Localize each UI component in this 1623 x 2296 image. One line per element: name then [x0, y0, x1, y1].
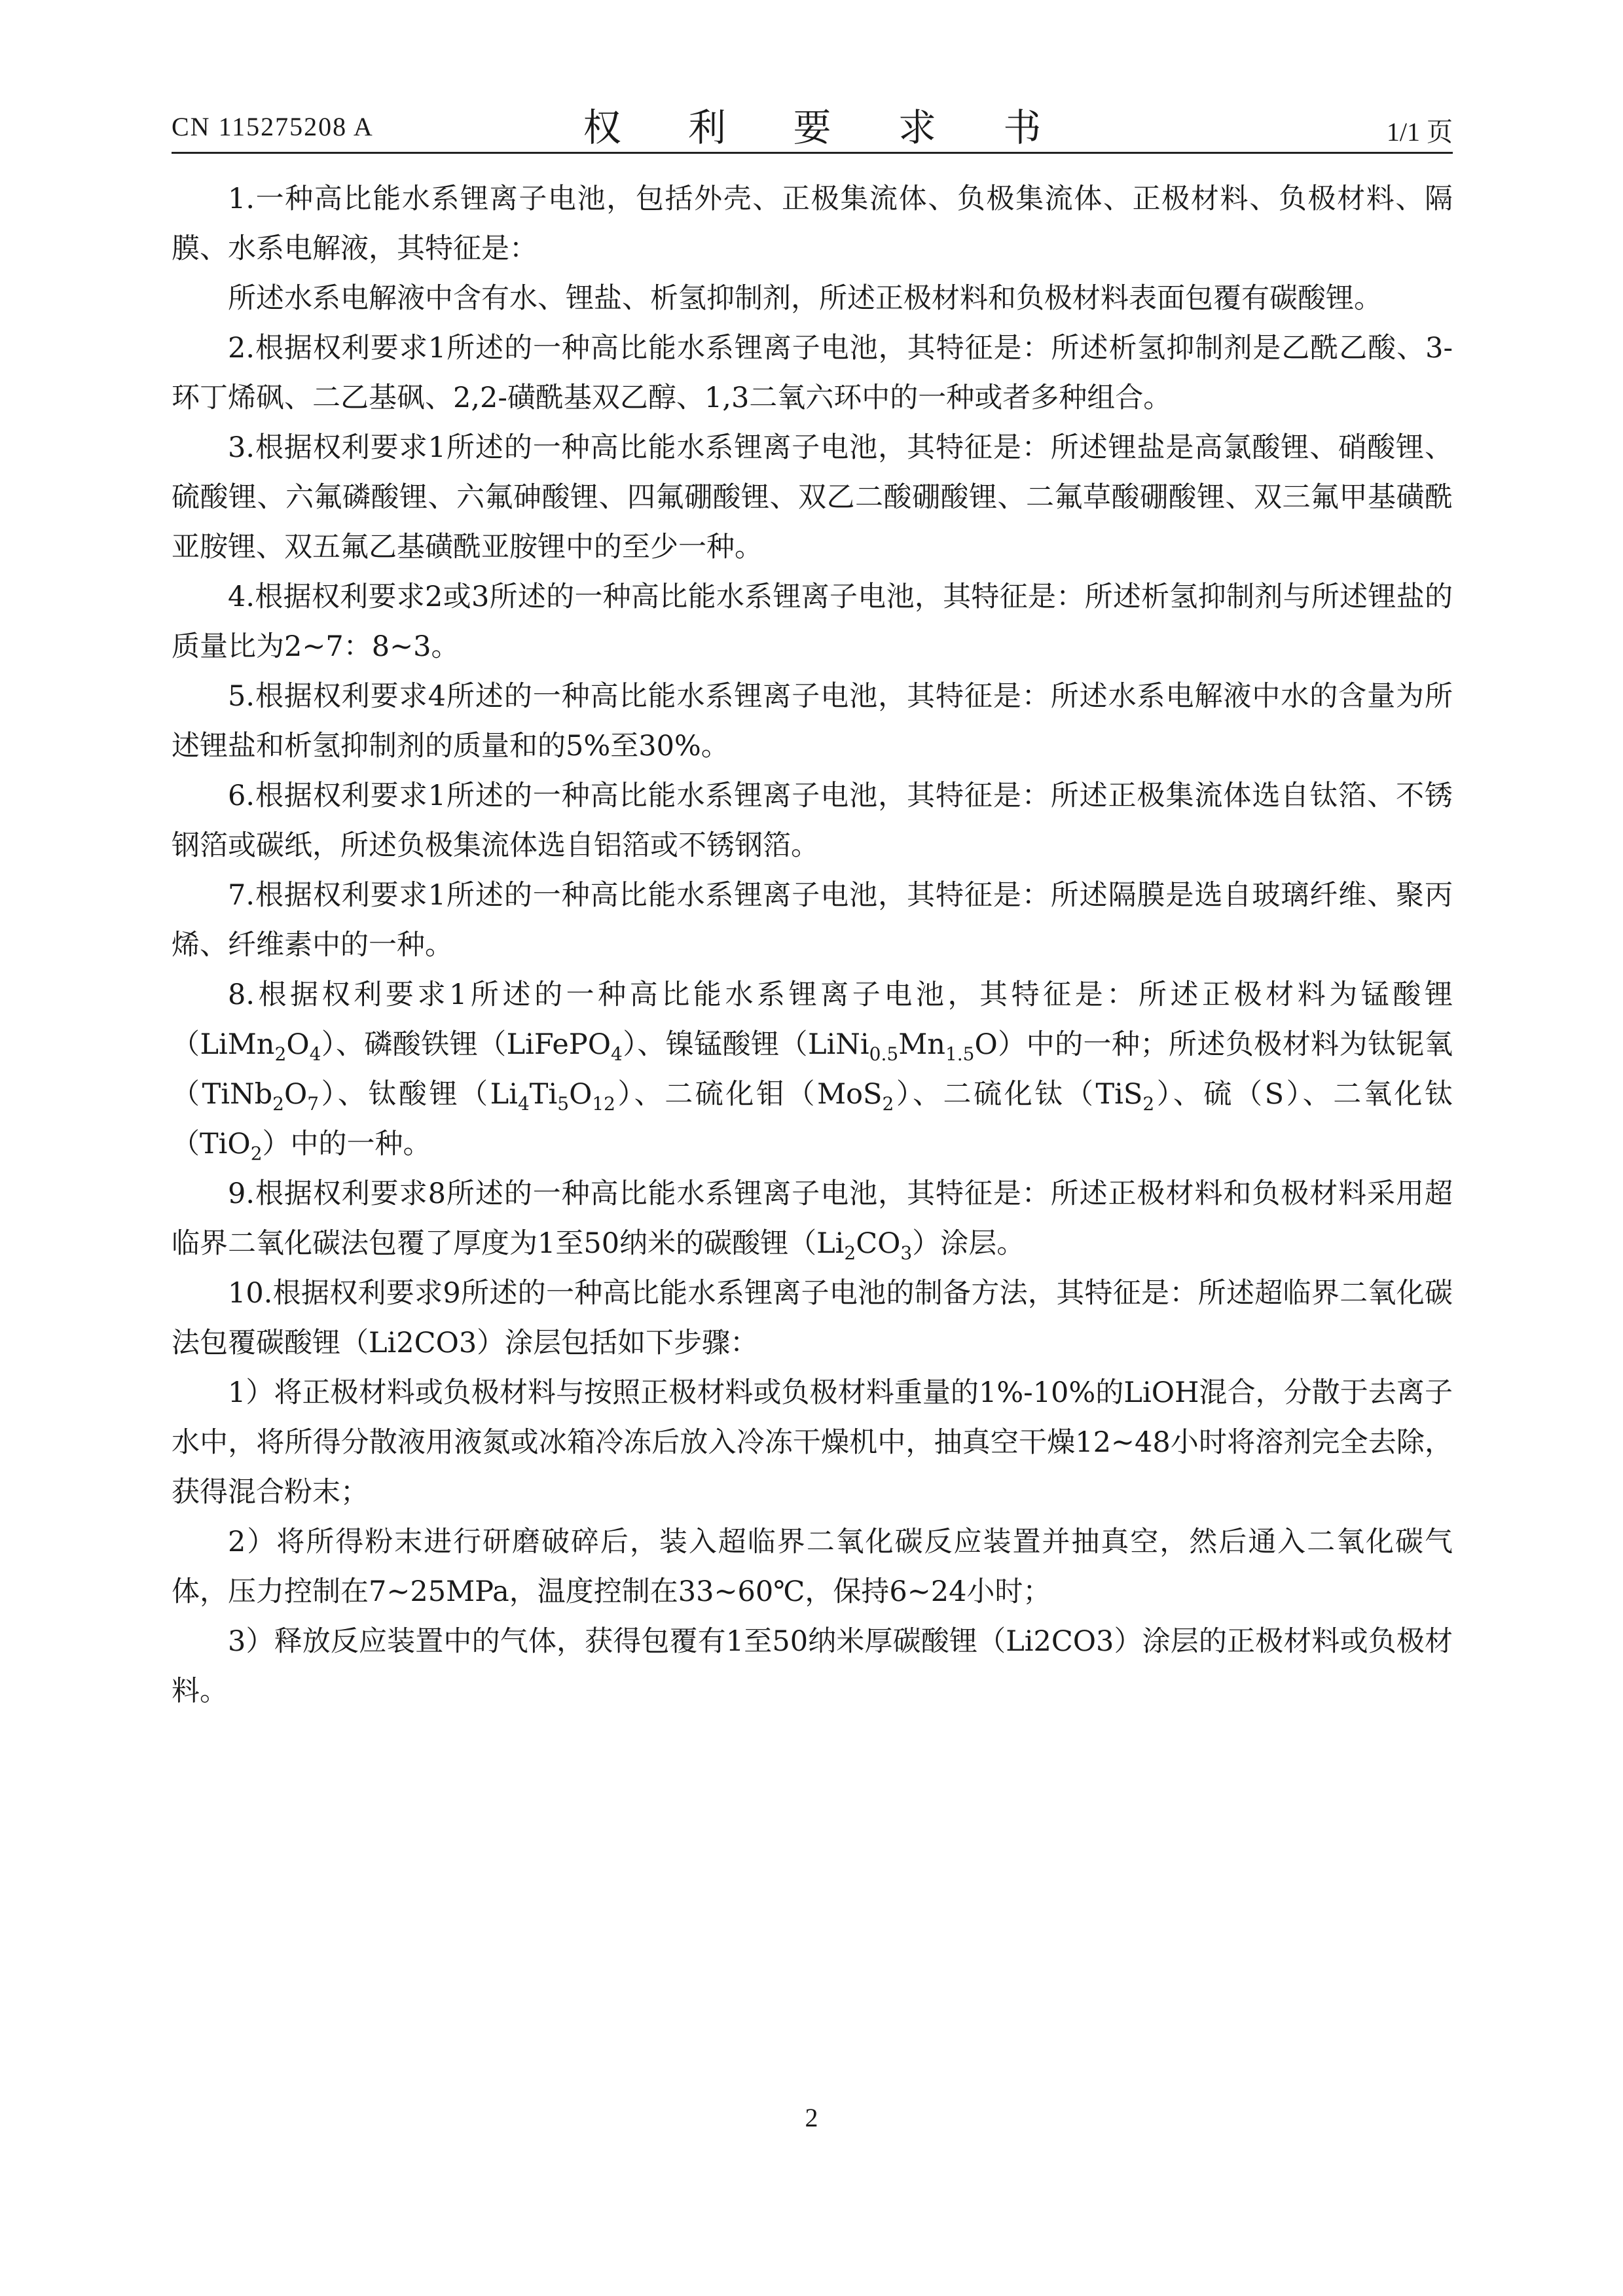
formula-subscript: 4: [517, 1093, 530, 1115]
formula-subscript: 0.5: [869, 1043, 899, 1065]
claim-1-body: 所述水系电解液中含有水、锂盐、析氢抑制剂，所述正极材料和负极材料表面包覆有碳酸锂。: [228, 282, 1382, 315]
publication-number: CN 115275208 A: [172, 112, 374, 141]
page-header: [172, 97, 1453, 149]
claim-8: 8.根据权利要求1所述的一种高比能水系锂离子电池，其特征是：所述正极材料为锰酸锂$(LiMn_2O_4)$、磷酸铁锂（LiFePO$_4$）、镍锰酸锂$(LiNi_{0.5}Mn_{1.5}O)$中的一种；所述负极材料为钛铌氧$(TiNb_2O_7)$、钛酸锂$(Li_4Ti_5O_{12})$、二硫化钼（MoS$_2$）、二硫化钛（TiS$_2$）、硫（S）、二氧化钛（TiO$_2$）中的一种。: [172, 978, 1453, 1164]
formula-subscript: 2: [1142, 1093, 1155, 1115]
formula-subscript: 5: [557, 1093, 570, 1115]
claim-3: 3.根据权利要求1所述的一种高比能水系锂离子电池，其特征是：所述锂盐是高氯酸锂、硝酸锂、硫酸锂、六氟磷酸锂、六氟砷酸锂、四氟硼酸锂、双乙二酸硼酸锂、二氟草酸硼酸锂、双三氟甲基磺酰亚胺锂、双五氟乙基磺酰亚胺锂中的至少一种。: [172, 431, 1453, 564]
header-divider: [172, 152, 1453, 154]
claim-10-step-3: 3）释放反应装置中的气体，获得包覆有1至50纳米厚碳酸锂（Li2CO3）涂层的正极材料或负极材料。: [172, 1625, 1453, 1708]
claim-2: 2.根据权利要求1所述的一种高比能水系锂离子电池，其特征是：所述析氢抑制剂是乙酰乙酸、3-环丁烯砜、二乙基砜、2,2-磺酰基双乙醇、1,3二氧六环中的一种或者多种组合。: [172, 332, 1453, 414]
formula-subscript: 2: [844, 1242, 856, 1264]
formula-subscript: 2: [250, 1143, 263, 1164]
formula-subscript: 4: [309, 1043, 321, 1065]
claim-10-step-2: 2）将所得粉末进行研磨破碎后，装入超临界二氧化碳反应装置并抽真空，然后通入二氧化碳气体，压力控制在7~25MPa，温度控制在33~60℃，保持6~24小时；: [172, 1526, 1453, 1608]
formula-subscript: 3: [900, 1242, 913, 1264]
formula-subscript: 7: [307, 1093, 319, 1115]
document-title: 权 利 要 求 书: [583, 105, 1069, 150]
claim-6: 6.根据权利要求1所述的一种高比能水系锂离子电池，其特征是：所述正极集流体选自钛箔、不锈钢箔或碳纸，所述负极集流体选自铝箔或不锈钢箔。: [172, 780, 1453, 862]
formula-subscript: 12: [592, 1093, 615, 1115]
claim-5: 5.根据权利要求4所述的一种高比能水系锂离子电池，其特征是：所述水系电解液中水的含量为所述锂盐和析氢抑制剂的质量和的5%至30%。: [172, 680, 1453, 762]
page-number: 2: [805, 2103, 818, 2132]
claim-4: 4.根据权利要求2或3所述的一种高比能水系锂离子电池，其特征是：所述析氢抑制剂与所述锂盐的质量比为2~7：8~3。: [172, 581, 1453, 663]
claims-body: [172, 174, 1453, 1716]
claim-10-step-1: 1）将正极材料或负极材料与按照正极材料或负极材料重量的1%-10%的LiOH混合，分散于去离子水中，将所得分散液用液氮或冰箱冷冻后放入冷冻干燥机中，抽真空干燥12~48小时将溶剂完全去除，获得混合粉末；: [172, 1376, 1453, 1509]
formula-subscript: 2: [274, 1043, 287, 1065]
formula-subscript: 4: [611, 1043, 623, 1065]
claim-9: 9.根据权利要求8所述的一种高比能水系锂离子电池，其特征是：所述正极材料和负极材料采用超临界二氧化碳法包覆了厚度为1至50纳米的碳酸锂$(Li_2CO_3)$涂层。: [172, 1177, 1453, 1264]
formula-subscript: 2: [272, 1093, 284, 1115]
claim-10-preamble: 10.根据权利要求9所述的一种高比能水系锂离子电池的制备方法，其特征是：所述超临界二氧化碳法包覆碳酸锂（Li2CO3）涂层包括如下步骤：: [172, 1277, 1453, 1359]
claim-1-preamble: 1.一种高比能水系锂离子电池，包括外壳、正极集流体、负极集流体、正极材料、负极材料、隔膜、水系电解液，其特征是：: [172, 183, 1453, 265]
formula-subscript: 1.5: [945, 1043, 975, 1065]
claim-7: 7.根据权利要求1所述的一种高比能水系锂离子电池，其特征是：所述隔膜是选自玻璃纤维、聚丙烯、纤维素中的一种。: [172, 879, 1453, 961]
page-indicator: 1/1 页: [1386, 117, 1453, 147]
formula-subscript: 2: [882, 1093, 894, 1115]
